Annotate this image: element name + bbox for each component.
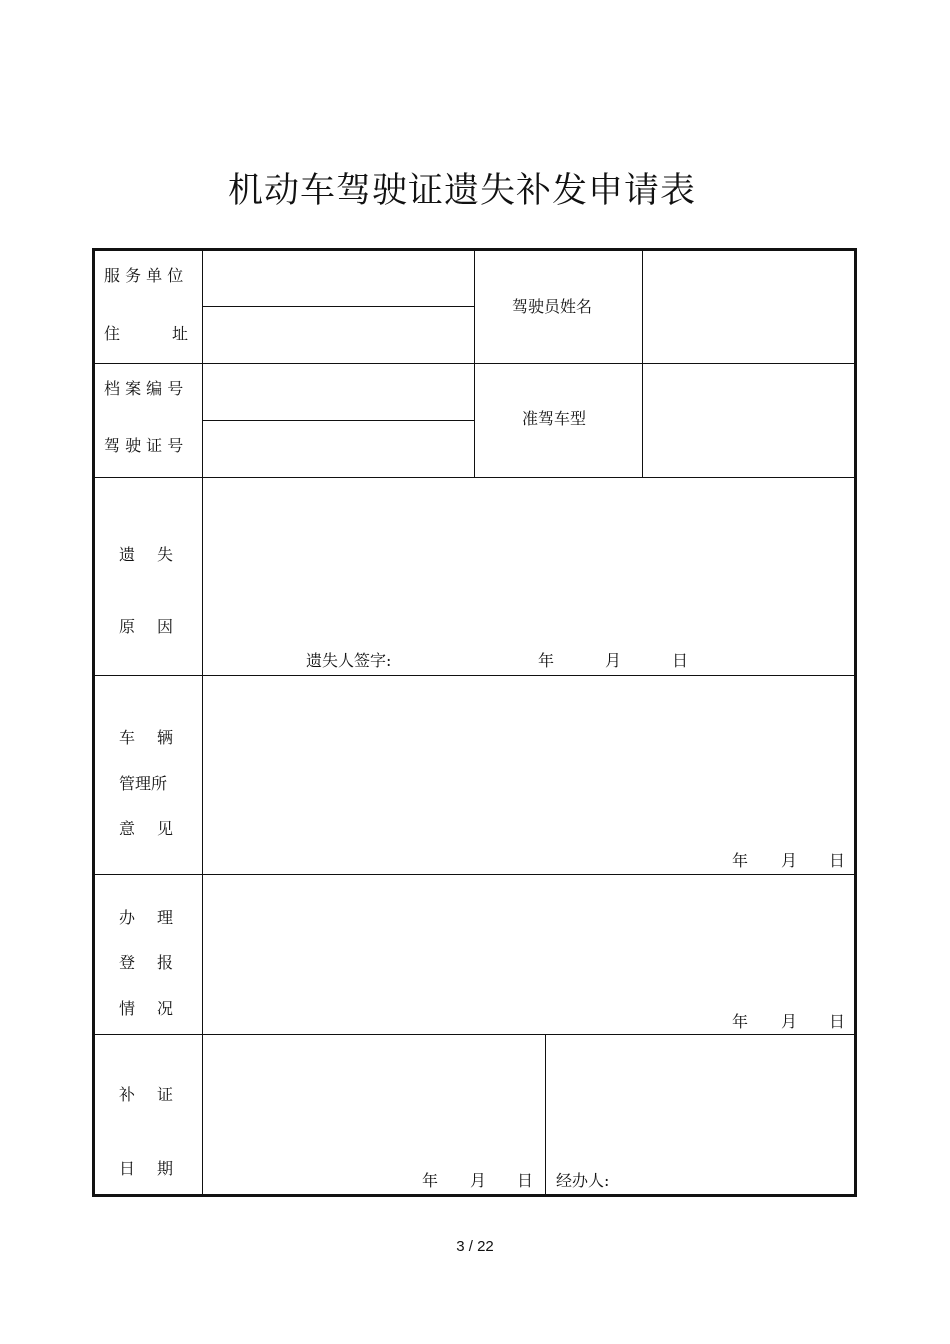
date-year: 年 [538,651,555,670]
date-year: 年 [732,1012,749,1031]
label-status: 情 [119,999,136,1018]
label-register: 登 [119,953,136,972]
label-address-left: 住 [104,324,121,343]
label-processing: 理 [157,908,174,927]
handler-label: 经办人: [556,1171,610,1190]
label-register: 报 [157,953,174,972]
page-title: 机动车驾驶证遗失补发申请表 [227,171,696,211]
date-month: 月 [781,851,798,870]
date-year: 年 [732,851,749,870]
application-form [92,248,857,1197]
label-management-office: 管理所 [119,774,168,793]
label-driver-name: 驾驶员姓名 [512,297,593,316]
label-opinion: 意 [119,819,136,838]
label-service-unit: 服 务 单 位 [104,266,184,285]
column-divider [202,251,203,1194]
label-vehicle: 车 [119,728,136,747]
date-year: 年 [422,1171,439,1190]
label-reissue: 补 [119,1085,136,1104]
label-reason: 原 [119,617,136,636]
page-number: 3 / 22 [456,1238,494,1255]
label-date: 日 [119,1159,136,1178]
label-reissue: 证 [157,1085,174,1104]
label-vehicle-class: 准驾车型 [522,409,587,428]
label-opinion: 见 [157,819,174,838]
date-day: 日 [517,1171,534,1190]
label-loss: 遗 [119,545,136,564]
column-divider [474,251,475,477]
loser-signature-label: 遗失人签字: [306,651,392,670]
label-file-number: 档 案 编 号 [104,379,184,398]
label-processing: 办 [119,908,136,927]
row-divider [95,874,854,875]
date-day: 日 [672,651,689,670]
label-license-number: 驾 驶 证 号 [104,436,184,455]
label-loss: 失 [157,545,174,564]
column-divider [642,251,643,477]
label-status: 况 [157,999,174,1018]
date-month: 月 [781,1012,798,1031]
label-address-right: 址 [172,324,189,343]
row-divider [202,306,474,307]
row-divider [95,675,854,676]
row-divider [95,477,854,478]
date-day: 日 [829,851,846,870]
label-date: 期 [157,1159,174,1178]
date-month: 月 [605,651,622,670]
label-vehicle: 辆 [157,728,174,747]
row-divider [95,1034,854,1035]
label-reason: 因 [157,617,174,636]
date-month: 月 [470,1171,487,1190]
date-day: 日 [829,1012,846,1031]
row-divider [202,420,474,421]
column-divider [545,1034,546,1194]
